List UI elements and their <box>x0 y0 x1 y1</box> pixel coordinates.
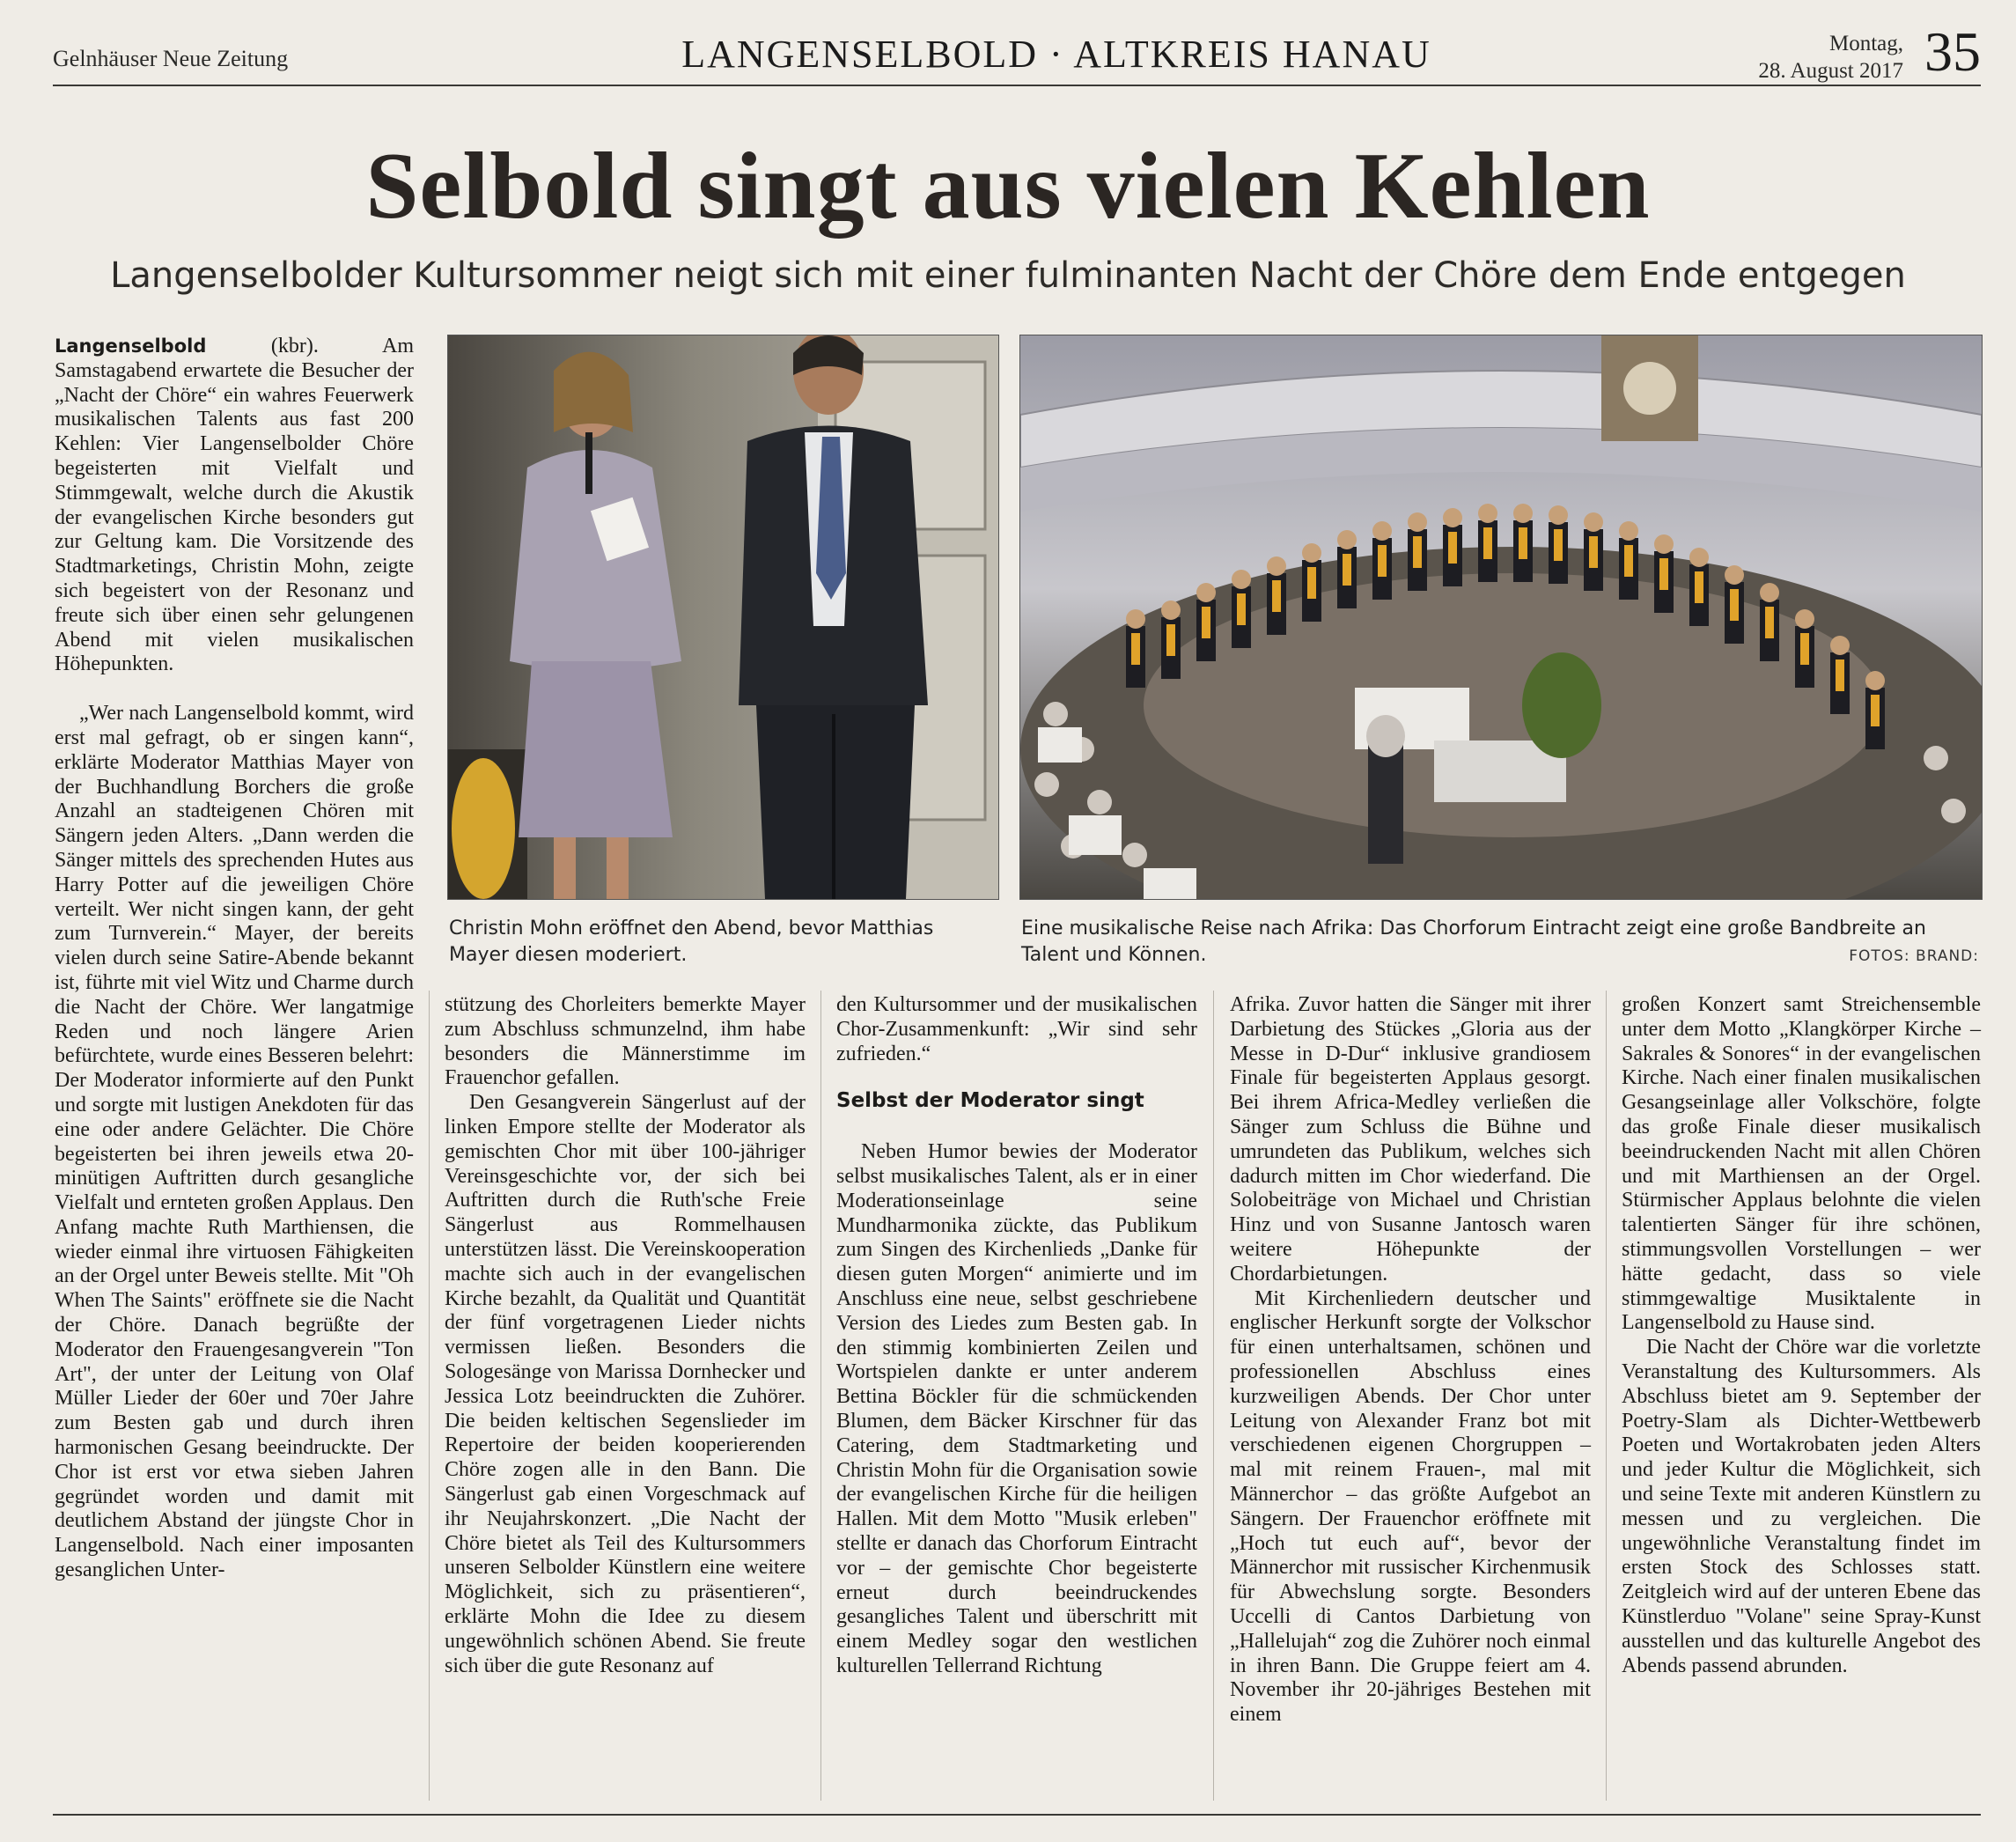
article-paragraph: Mit Kirchenliedern deutscher und englischer Herkunft sorgte der Volkschor für einen unterhaltsamen, schönen und professionellen Abschluss eines kurzweiligen Abends. Der Chor unter Leitung von Alexander Franz bot mit verschiedenen eigenen Chorgruppen – mal mit reinem Frauen-, mal mit Männerchor – das größte Aufgebot an Sängern. Der Frauenchor eröffnete mit „Hoch tut euch auf“, bevor der Männerchor mit russischer Kirchenmusik für Abwechslung sorgte. Besonders Uccelli di Cantos Darbietung von „Hallelujah“ zog die Zuhörer noch einmal in ihren Bann. Die Gruppe feiert am 4. November ihr 20-jähriges Bestehen mit einem <box>1230 1286 1591 1727</box>
dateline: Langenselbold <box>55 335 207 357</box>
article-paragraph <box>55 335 414 677</box>
photo-credit: FOTOS: BRAND: <box>1849 947 1979 965</box>
article-paragraph: Neben Humor bewies der Moderator selbst musikalisches Talent, als er in einer Moderationseinlage seine Mundharmonika zückte, das Publikum zum Singen des Kirchenlieds „Danke für diesen guten Morgen“ animierte und im Anschluss eine neue, selbst geschriebene Version des Liedes zum Besten gab. In den stimmig kombinierten Zeilen und Wortspielen dankte er unter anderem Bettina Böckler für die schmückenden Blumen, dem Bäcker Kirschner für das Catering, dem Stadtmarketing und Christin Mohn für die Organisation sowie der evangelischen Kirche für die heiligen Hallen. Mit dem Motto "Musik erleben" stellte er danach das Chorforum Eintracht vor – der gemischte Chor begeisterte erneut durch beeindruckendes gesangliches Talent und überschritt mit einem Medley sogar den westlichen kulturellen Tellerrand Richtung <box>836 1140 1197 1677</box>
article-column-4 <box>1230 993 1591 1728</box>
paragraph-text: (kbr). Am Samstagabend erwartete die Besucher der „Nacht der Chöre“ ein wahres Feuerwerk musikalischen Talents aus fast 200 Kehlen: Vier Langenselbolder Chöre begeisterten mit Vielfalt und Stimmgewalt, welche durch die Akustik der evangelischen Kirche besonders gut zur Geltung kam. Die Vorsitzende des Stadtmarketings, Christin Mohn, zeigte sich begeistert von der Resonanz und freute sich über einen sehr gelungenen Abend mit vielen musikalischen Höhepunkten. <box>55 335 414 676</box>
headline: Selbold singt aus vielen Kehlen <box>365 134 1651 239</box>
page-number: 35 <box>1924 20 1981 83</box>
article-column-1 <box>55 335 414 1583</box>
article-column-2 <box>445 993 806 1678</box>
section-title: LANGENSELBOLD · ALTKREIS HANAU <box>681 33 1431 76</box>
article-paragraph: Afrika. Zuvor hatten die Sänger mit ihrer Darbietung des Stückes „Gloria aus der Messe in D-Dur“ inklusive grandiosem Finale für begeisterten Applaus gesorgt. Bei ihrem Africa-Medley verließen die Sänger zum Schluss die Bühne und umrundeten das Publikum, welches sich dadurch mitten im Chor wiederfand. Die Solobeiträge von Michael und Christian Hinz und von Susanne Jantosch waren weitere Höhepunkte der Chordarbietungen. <box>1230 993 1591 1286</box>
photo-choir-image <box>1020 335 1982 899</box>
photo-choir <box>1019 335 1983 900</box>
column-divider <box>429 991 430 1801</box>
masthead <box>53 20 1981 88</box>
article-column-5 <box>1622 993 1981 1678</box>
page-bottom-rule <box>53 1814 1981 1816</box>
article-column-3 <box>836 993 1197 1679</box>
masthead-rule <box>53 85 1981 86</box>
column-divider <box>1606 991 1607 1801</box>
article-paragraph: Die Nacht der Chöre war die vorletzte Veranstaltung des Kultursommers. Als Abschluss bietet am 9. September der Poetry-Slam als Dichter-Wettbewerb Poeten und Wortakrobaten jeden Alters und jeder Kultur die Möglichkeit, sich und seine Texte mit anderen Künstlern zu messen und zu vergleichen. Die ungewöhnliche Veranstaltung findet im ersten Stock des Schlosses statt. Zeitgleich wird auf der unteren Ebene das Künstlerduo "Volane" seine Spray-Kunst ausstellen und das kulturelle Angebot des Abends passend abrunden. <box>1622 1336 1981 1677</box>
article-paragraph: den Kultursommer und der musikalischen Chor-Zusammenkunft: „Wir sind sehr zufrieden.“ <box>836 993 1197 1065</box>
paper-name: Gelnhäuser Neue Zeitung <box>53 46 289 71</box>
article-paragraph: Den Gesangverein Sängerlust auf der linken Empore stellte der Moderator als gemischten Chor mit über 100-jähriger Vereinsgeschichte vor, der sich bei Auftritten durch die Ruth'sche Freie Sängerlust aus Rommelhausen unterstützen lässt. Die Vereinskooperation machte sich auch in der evangelischen Kirche bezahlt, da Qualität und Quantität der fünf vorgetragenen Lieder nichts vermissen ließen. Besonders die Sologesänge von Marissa Dornhecker und Jessica Lotz beeindruckten die Zuhörer. Die beiden keltischen Segenslieder im Repertoire der beiden kooperierenden Chöre zogen alle in den Bann. Die Sängerlust gab einen Vorgeschmack auf ihr Neujahrskonzert. „Die Nacht der Chöre bietet als Teil des Kultursommers unseren Selbolder Künstlern eine weitere Möglichkeit, sich zu präsentieren“, erklärte Mohn die Idee zu diesem ungewöhnlich schönen Abend. Sie freute sich über die gute Resonanz auf <box>445 1091 806 1677</box>
photo-speakers <box>447 335 999 900</box>
article-paragraph: stützung des Chorleiters bemerkte Mayer zum Abschluss schmunzelnd, ihm habe besonders die Männerstimme im Frauenchor gefallen. <box>445 993 806 1090</box>
issue-date <box>1758 30 1903 85</box>
article-paragraph: großen Konzert samt Streichensemble unter dem Motto „Klangkörper Kirche – Sakrales & Sonores“ in der evangelischen Kirche. Nach einer finalen musikalischen Gesangseinlage aller Volkschöre, folgte das große Finale dieser musikalisch beeindruckenden Nacht mit allen Chören und mit Marthiensen an der Orgel. Stürmischer Applaus belohnte die vielen talentierten Sänger für ihre schönen, stimmungsvollen Vorstellungen – wer hätte gedacht, dass so viele stimmgewaltige Musiktalente in Langenselbold zu Hause sind. <box>1622 993 1981 1335</box>
photo-caption-left: Christin Mohn eröffnet den Abend, bevor Matthias Mayer diesen moderiert. <box>449 917 934 966</box>
column-divider <box>1213 991 1214 1801</box>
issue-date-text: 28. August 2017 <box>1758 59 1903 83</box>
section-subheading: Selbst der Moderator singt <box>836 1089 1144 1113</box>
photo-speakers-image <box>448 335 998 899</box>
photo-caption-right: Eine musikalische Reise nach Afrika: Das Chorforum Eintracht zeigt eine große Bandbreite an Talent und Können. <box>1021 917 1926 966</box>
column-divider <box>820 991 821 1801</box>
subheadline: Langenselbolder Kultursommer neigt sich mit einer fulminanten Nacht der Chöre dem Ende entgegen <box>110 255 1906 296</box>
issue-weekday: Montag, <box>1828 32 1903 55</box>
article-paragraph: „Wer nach Langenselbold kommt, wird erst mal gefragt, ob er singen kann“, erklärte Moderator Matthias Mayer von der Buchhandlung Borchers die große Anzahl an stadteigenen Chören mit Sängern jeden Alters. „Dann werden die Sänger mittels des sprechenden Hutes aus Harry Potter auf die jeweiligen Chöre verteilt. Wer nicht singen kann, der geht zum Turnverein.“ Mayer, der bereits vielen durch seine Satire-Abende bekannt ist, führte mit viel Witz und Charme durch die Nacht der Chöre. Wer langatmige Reden und noch längere Arien befürchtete, wurde eines Besseren belehrt: Der Moderator informierte auf den Punkt und sorgte mit lustigen Anekdoten für das eine oder andere Gelächter. Die Chöre begeisterten bei ihren jeweils etwa 20-minütigen Auftritten durch gesangliche Vielfalt und ernteten großen Applaus. Den Anfang machte Ruth Marthiensen, die wieder einmal ihre virtuosen Fähigkeiten an der Orgel unter Beweis stellte. Mit "Oh When The Saints" eröffnete sie die Nacht der Chöre. Danach begrüßte der Moderator den Frauengesangverein "Ton Art", der unter der Leitung von Olaf Müller Lieder der 60er und 70er Jahre zum Besten gab und durch ihren harmonischen Gesang beeindruckte. Der Chor ist erst vor etwa sieben Jahren gegründet worden und damit mit deutlichem Abstand der jüngste Chor in Langenselbold. Nach einer imposanten gesanglichen Unter- <box>55 702 414 1582</box>
